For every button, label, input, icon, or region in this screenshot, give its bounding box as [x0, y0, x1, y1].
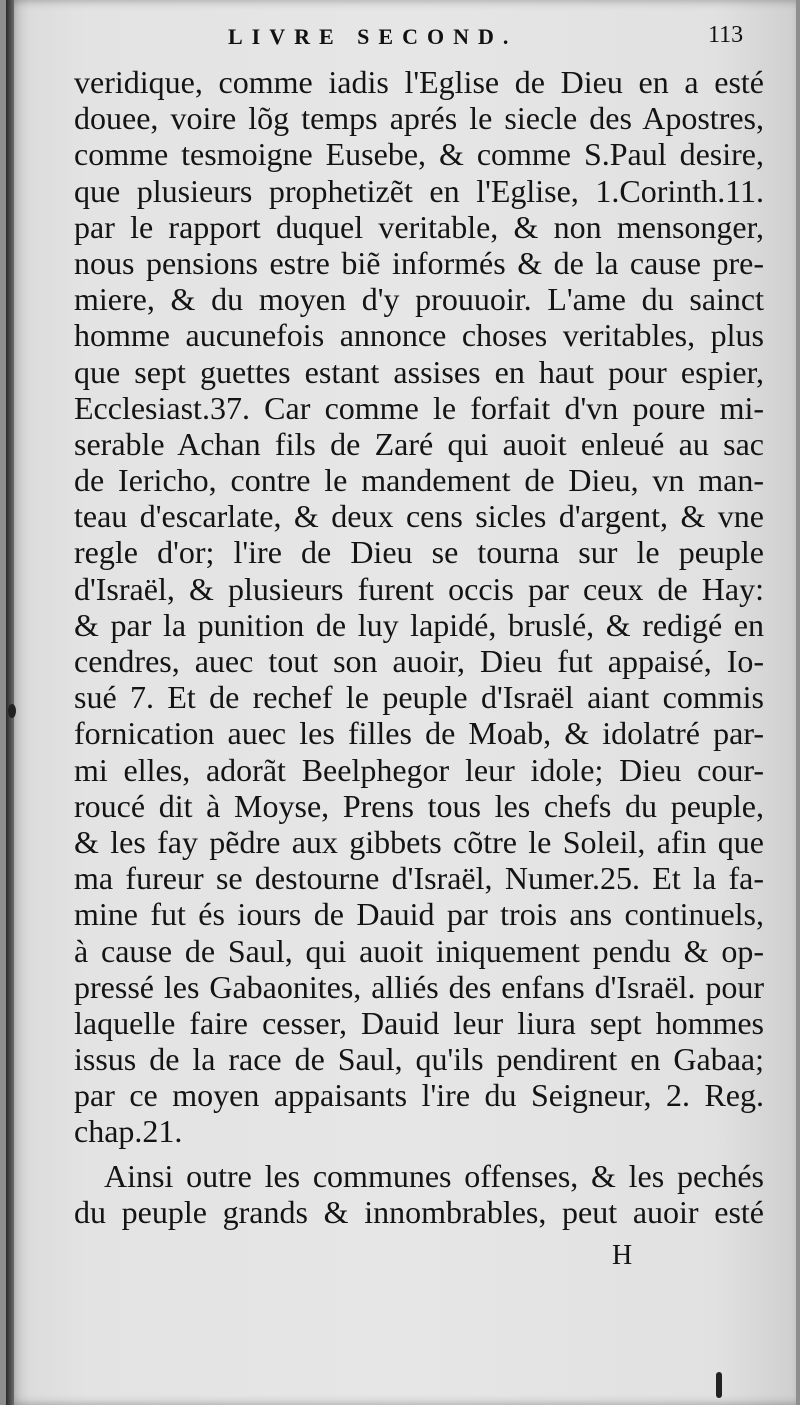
- ink-speck: [716, 1372, 722, 1398]
- text-line: chap.21.: [74, 1113, 183, 1150]
- signature-mark: H: [612, 1240, 633, 1271]
- text-line: Ecclesiast.37. Car comme le forfait d'vn poure mi-: [74, 389, 764, 426]
- text-line: mi elles, adorãt Beelphegor leur idole; Dieu cour-: [74, 751, 764, 788]
- text-line: douee, voire lõg temps aprés le siecle des Apostres,: [74, 100, 764, 137]
- body-text: [74, 64, 764, 1230]
- page-header: [0, 18, 800, 58]
- text-line: veridique, comme iadis l'Eglise de Dieu en a esté: [74, 64, 764, 100]
- text-line: sué 7. Et de rechef le peuple d'Israël aiant commis: [74, 679, 764, 716]
- paragraph-2: [74, 1158, 764, 1230]
- text-line: que plusieurs prophetizẽt en l'Eglise, 1.Corinth.11.: [74, 172, 764, 209]
- ink-speck: [8, 704, 16, 718]
- text-line: roucé dit à Moyse, Prens tous les chefs du peuple,: [74, 787, 764, 824]
- text-line: cendres, auec tout son auoir, Dieu fut appaisé, Io-: [74, 643, 764, 679]
- text-line: serable Achan fils de Zaré qui auoit enleué au sac: [74, 425, 764, 462]
- text-line: à cause de Saul, qui auoit iniquement pendu & op-: [74, 932, 764, 969]
- running-head: LIVRE SECOND.: [228, 24, 518, 49]
- text-line: par ce moyen appaisants l'ire du Seigneur, 2. Reg.: [74, 1077, 764, 1114]
- text-line: & les fay pẽdre aux gibbets cõtre le Soleil, afin que: [74, 823, 764, 860]
- text-line: pressé les Gabaonites, alliés des enfans d'Israël. pour: [74, 968, 764, 1005]
- text-line: de Iericho, contre le mandement de Dieu, vn man-: [74, 462, 764, 499]
- text-line: & par la punition de luy lapidé, bruslé, & redigé en: [74, 606, 764, 643]
- text-line: ma fureur se destourne d'Israël, Numer.25. Et la fa-: [74, 860, 764, 897]
- text-line: issus de la race de Saul, qu'ils pendirent en Gabaa;: [74, 1041, 764, 1078]
- page-gutter-shadow: [6, 0, 14, 1405]
- text-line: miere, & du moyen d'y prouuoir. L'ame du sainct: [74, 281, 764, 318]
- text-line: Ainsi outre les communes offenses, & les pechés: [104, 1157, 764, 1194]
- text-line: teau d'escarlate, & deux cens sicles d'argent, & vne: [74, 498, 764, 535]
- text-line: par le rapport duquel veritable, & non mensonger,: [74, 208, 764, 245]
- paragraph-1: [74, 64, 764, 1150]
- text-line: regle d'or; l'ire de Dieu se tourna sur le peuple: [74, 534, 764, 571]
- text-line: homme aucunefois annonce choses veritables, plus: [74, 317, 764, 354]
- text-line: mine fut és iours de Dauid par trois ans continuels,: [74, 896, 764, 933]
- text-line: laquelle faire cesser, Dauid leur liura sept hommes: [74, 1004, 764, 1041]
- text-line: que sept guettes estant assises en haut pour espier,: [74, 353, 764, 390]
- text-line: fornication auec les filles de Moab, & idolatré par-: [74, 715, 764, 752]
- page-number: 113: [708, 22, 744, 48]
- text-line: comme tesmoigne Eusebe, & comme S.Paul desire,: [74, 136, 764, 173]
- text-line: nous pensions estre biẽ informés & de la cause pre-: [74, 244, 764, 281]
- text-line: du peuple grands & innombrables, peut auoir esté: [74, 1193, 764, 1230]
- text-line: d'Israël, & plusieurs furent occis par ceux de Hay:: [74, 570, 764, 607]
